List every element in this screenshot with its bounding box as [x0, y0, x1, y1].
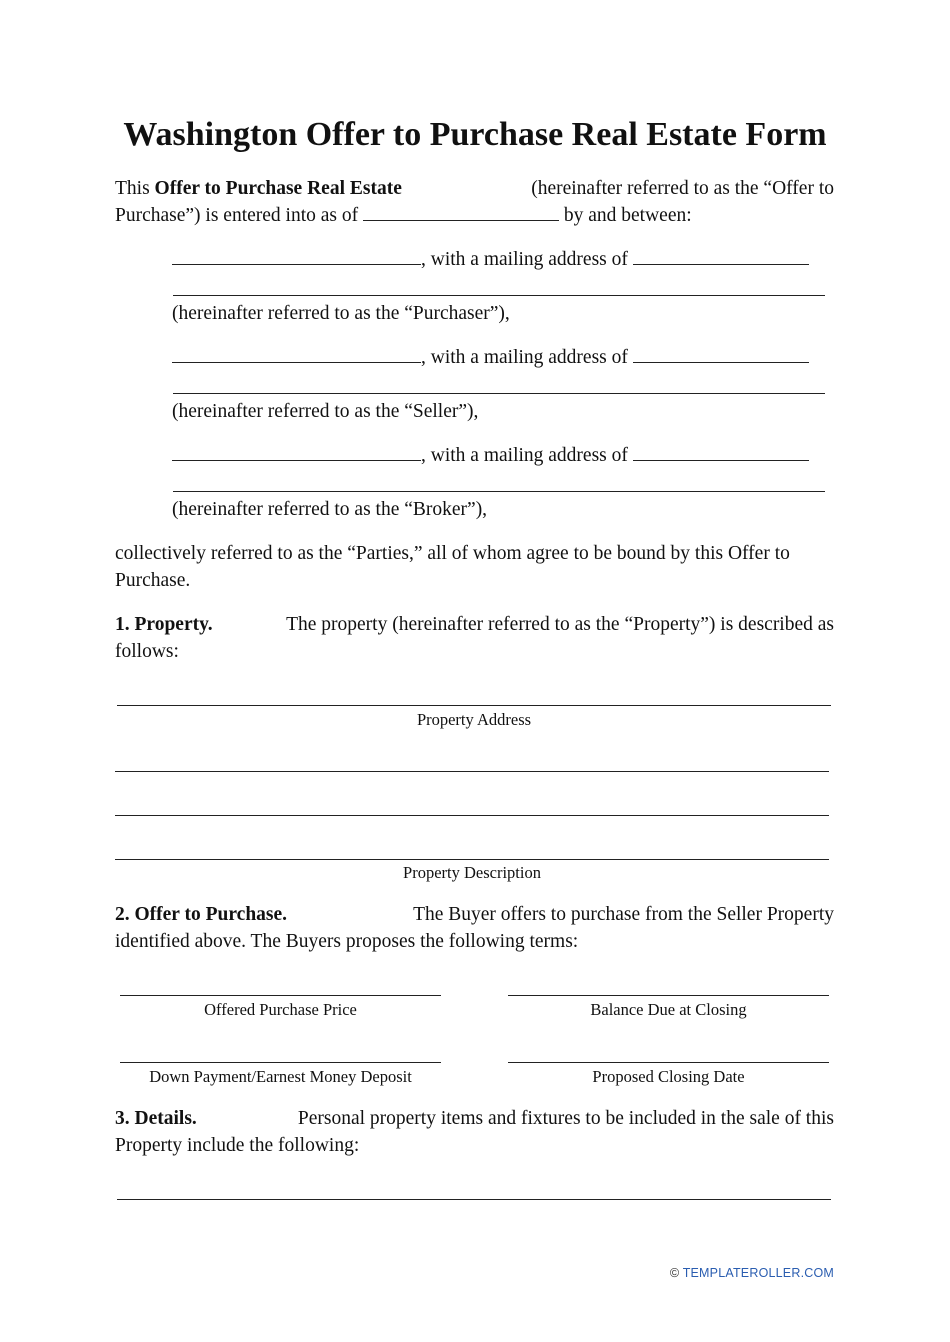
down-payment-caption: Down Payment/Earnest Money Deposit — [149, 1067, 412, 1086]
copyright-symbol: © — [669, 1266, 683, 1280]
section2-heading: 2. Offer to Purchase. — [115, 904, 288, 925]
collective-paragraph — [115, 540, 834, 594]
down-payment-line[interactable] — [120, 1062, 441, 1063]
intro-bold-term: Offer to Purchase Real Estate — [154, 178, 402, 199]
section1-line-2: follows: — [115, 641, 179, 662]
footer-credit — [670, 1266, 834, 1280]
purchaser-name-blank[interactable] — [172, 246, 421, 265]
property-address-line[interactable] — [117, 705, 831, 706]
section3-line-2: Property include the following: — [115, 1135, 360, 1156]
intro-line-2 — [115, 202, 834, 229]
broker-referred: (hereinafter referred to as the “Broker”), — [172, 499, 488, 520]
offered-price-caption: Offered Purchase Price — [204, 1000, 357, 1019]
broker-mailing-label: , with a mailing address of — [421, 445, 633, 466]
seller-mailing-label: , with a mailing address of — [421, 347, 633, 368]
intro-prefix: This — [115, 178, 155, 199]
broker-name-blank[interactable] — [172, 442, 421, 461]
intro-line-1 — [115, 175, 834, 202]
property-address-caption: Property Address — [416, 710, 532, 729]
section3-line1-text: Personal property items and fixtures to be included in the sale of this — [297, 1108, 834, 1129]
property-description-line-3[interactable] — [115, 859, 829, 860]
intro-line2-start: Purchase”) is entered into as of — [115, 205, 363, 226]
intro-paragraph — [115, 175, 834, 229]
date-blank[interactable] — [363, 202, 559, 221]
collective-line-2: Purchase. — [115, 570, 191, 591]
seller-name-blank[interactable] — [172, 344, 421, 363]
document-title: Washington Offer to Purchase Real Estate Form — [123, 116, 827, 153]
closing-date-caption: Proposed Closing Date — [592, 1067, 745, 1086]
offered-price-line[interactable] — [120, 995, 441, 996]
section2-line-2: identified above. The Buyers proposes the following terms: — [115, 931, 579, 952]
purchaser-referred: (hereinafter referred to as the “Purchaser”), — [172, 303, 510, 324]
seller-referred: (hereinafter referred to as the “Seller”), — [172, 401, 479, 422]
property-description-caption: Property Description — [403, 863, 541, 882]
closing-date-line[interactable] — [508, 1062, 829, 1063]
party-purchaser-line — [172, 246, 824, 273]
seller-address-blank[interactable] — [633, 344, 809, 363]
intro-line2-end: by and between: — [559, 205, 692, 226]
collective-line-1: collectively referred to as the “Parties,” all of whom agree to be bound by this Offer to — [115, 543, 790, 564]
party-broker-line — [172, 442, 824, 469]
intro-line1-rest: (hereinafter referred to as the “Offer to — [531, 178, 834, 199]
section3-line-1 — [115, 1105, 834, 1132]
purchaser-address-line[interactable] — [173, 295, 825, 296]
broker-address-blank[interactable] — [633, 442, 809, 461]
section3-paragraph — [115, 1105, 834, 1159]
purchaser-address-blank[interactable] — [633, 246, 809, 265]
balance-due-line[interactable] — [508, 995, 829, 996]
section3-heading: 3. Details. — [115, 1108, 197, 1129]
property-description-line-2[interactable] — [115, 815, 829, 816]
section2-paragraph — [115, 901, 834, 955]
section1-line1-text: The property (hereinafter referred to as the “Property”) is described as — [286, 614, 834, 635]
broker-address-line[interactable] — [173, 491, 825, 492]
purchaser-mailing-label: , with a mailing address of — [421, 249, 633, 270]
templateroller-link[interactable]: TEMPLATEROLLER.COM — [682, 1266, 834, 1280]
section2-line-1 — [115, 901, 834, 928]
property-description-line-1[interactable] — [115, 771, 829, 772]
section1-line-1 — [115, 611, 834, 638]
balance-due-caption: Balance Due at Closing — [590, 1000, 747, 1019]
section2-line1-text: The Buyer offers to purchase from the Seller Property — [413, 904, 834, 925]
section1-paragraph — [115, 611, 834, 665]
party-seller-line — [172, 344, 824, 371]
details-line[interactable] — [117, 1199, 831, 1200]
seller-address-line[interactable] — [173, 393, 825, 394]
section1-heading: 1. Property. — [115, 614, 213, 635]
